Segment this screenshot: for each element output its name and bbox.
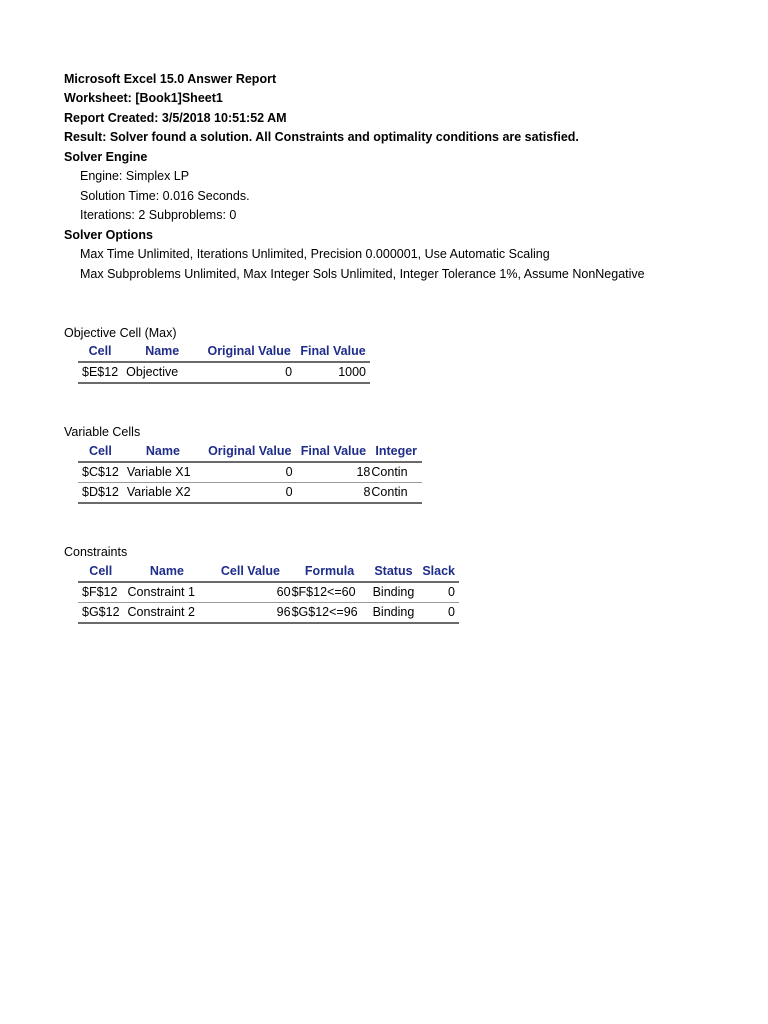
engine-line: Engine: Simplex LP <box>80 169 190 183</box>
header-cell: Cell <box>89 564 113 578</box>
table-row <box>78 483 422 504</box>
formula: $F$12<=60 <box>291 585 356 599</box>
header-final-value: Final Value <box>300 344 366 358</box>
cell-ref: $E$12 <box>82 365 119 379</box>
cell-name: Constraint 1 <box>127 585 195 599</box>
formula: $G$12<=96 <box>291 605 358 619</box>
cell-ref: $D$12 <box>82 485 119 499</box>
header-original-value: Original Value <box>207 344 291 358</box>
header-name: Name <box>145 344 180 358</box>
slack: 0 <box>448 605 455 619</box>
header-name: Name <box>145 444 180 458</box>
report-created-line: Report Created: 3/5/2018 10:51:52 AM <box>64 111 287 125</box>
header-status: Status <box>374 564 413 578</box>
cell-ref: $C$12 <box>82 465 119 479</box>
cell-ref: $F$12 <box>82 585 118 599</box>
table-header-row <box>78 442 422 462</box>
header-cell-value: Cell Value <box>220 564 280 578</box>
variables-section-title: Variable Cells <box>64 425 141 439</box>
options-line-1: Max Time Unlimited, Iterations Unlimited, Precision 0.000001, Use Automatic Scaling <box>80 247 550 261</box>
cell-name: Constraint 2 <box>127 605 195 619</box>
cell-ref: $G$12 <box>82 605 120 619</box>
cell-name: Variable X1 <box>126 465 191 479</box>
variables-table <box>78 442 422 504</box>
header-cell: Cell <box>88 444 112 458</box>
iterations-line: Iterations: 2 Subproblems: 0 <box>80 208 237 222</box>
header-slack: Slack <box>422 564 455 578</box>
header-name: Name <box>149 564 184 578</box>
original-value: 0 <box>285 465 293 479</box>
table-header-row <box>78 342 370 362</box>
status: Binding <box>372 605 415 619</box>
header-cell: Cell <box>88 344 112 358</box>
table-row <box>78 582 459 603</box>
cell-value: 96 <box>276 605 291 619</box>
solver-options-heading: Solver Options <box>64 228 153 242</box>
original-value: 0 <box>285 485 293 499</box>
integer-type: Contin <box>371 485 408 499</box>
solver-engine-heading: Solver Engine <box>64 150 148 164</box>
options-line-2: Max Subproblems Unlimited, Max Integer Sols Unlimited, Integer Tolerance 1%, Assume NonNegative <box>80 267 645 281</box>
final-value: 18 <box>356 465 371 479</box>
constraints-table <box>78 562 459 624</box>
integer-type: Contin <box>371 465 408 479</box>
table-row <box>78 603 459 624</box>
status: Binding <box>372 585 415 599</box>
header-integer: Integer <box>375 444 418 458</box>
original-value: 0 <box>285 365 293 379</box>
table-header-row <box>78 562 459 582</box>
cell-name: Objective <box>126 365 179 379</box>
header-formula: Formula <box>304 564 355 578</box>
table-row <box>78 462 422 483</box>
header-original-value: Original Value <box>208 444 292 458</box>
result-line: Result: Solver found a solution. All Constraints and optimality conditions are satisfied. <box>64 130 579 144</box>
cell-value: 60 <box>276 585 291 599</box>
header-final-value: Final Value <box>300 444 367 458</box>
table-row <box>78 362 370 383</box>
final-value: 1000 <box>338 365 366 379</box>
slack: 0 <box>448 585 455 599</box>
objective-table <box>78 342 370 384</box>
cell-name: Variable X2 <box>126 485 191 499</box>
constraints-section-title: Constraints <box>64 545 128 559</box>
worksheet-line: Worksheet: [Book1]Sheet1 <box>64 91 223 105</box>
report-title: Microsoft Excel 15.0 Answer Report <box>64 72 277 86</box>
final-value: 8 <box>363 485 371 499</box>
objective-section-title: Objective Cell (Max) <box>64 326 177 340</box>
solution-time-line: Solution Time: 0.016 Seconds. <box>80 189 250 203</box>
